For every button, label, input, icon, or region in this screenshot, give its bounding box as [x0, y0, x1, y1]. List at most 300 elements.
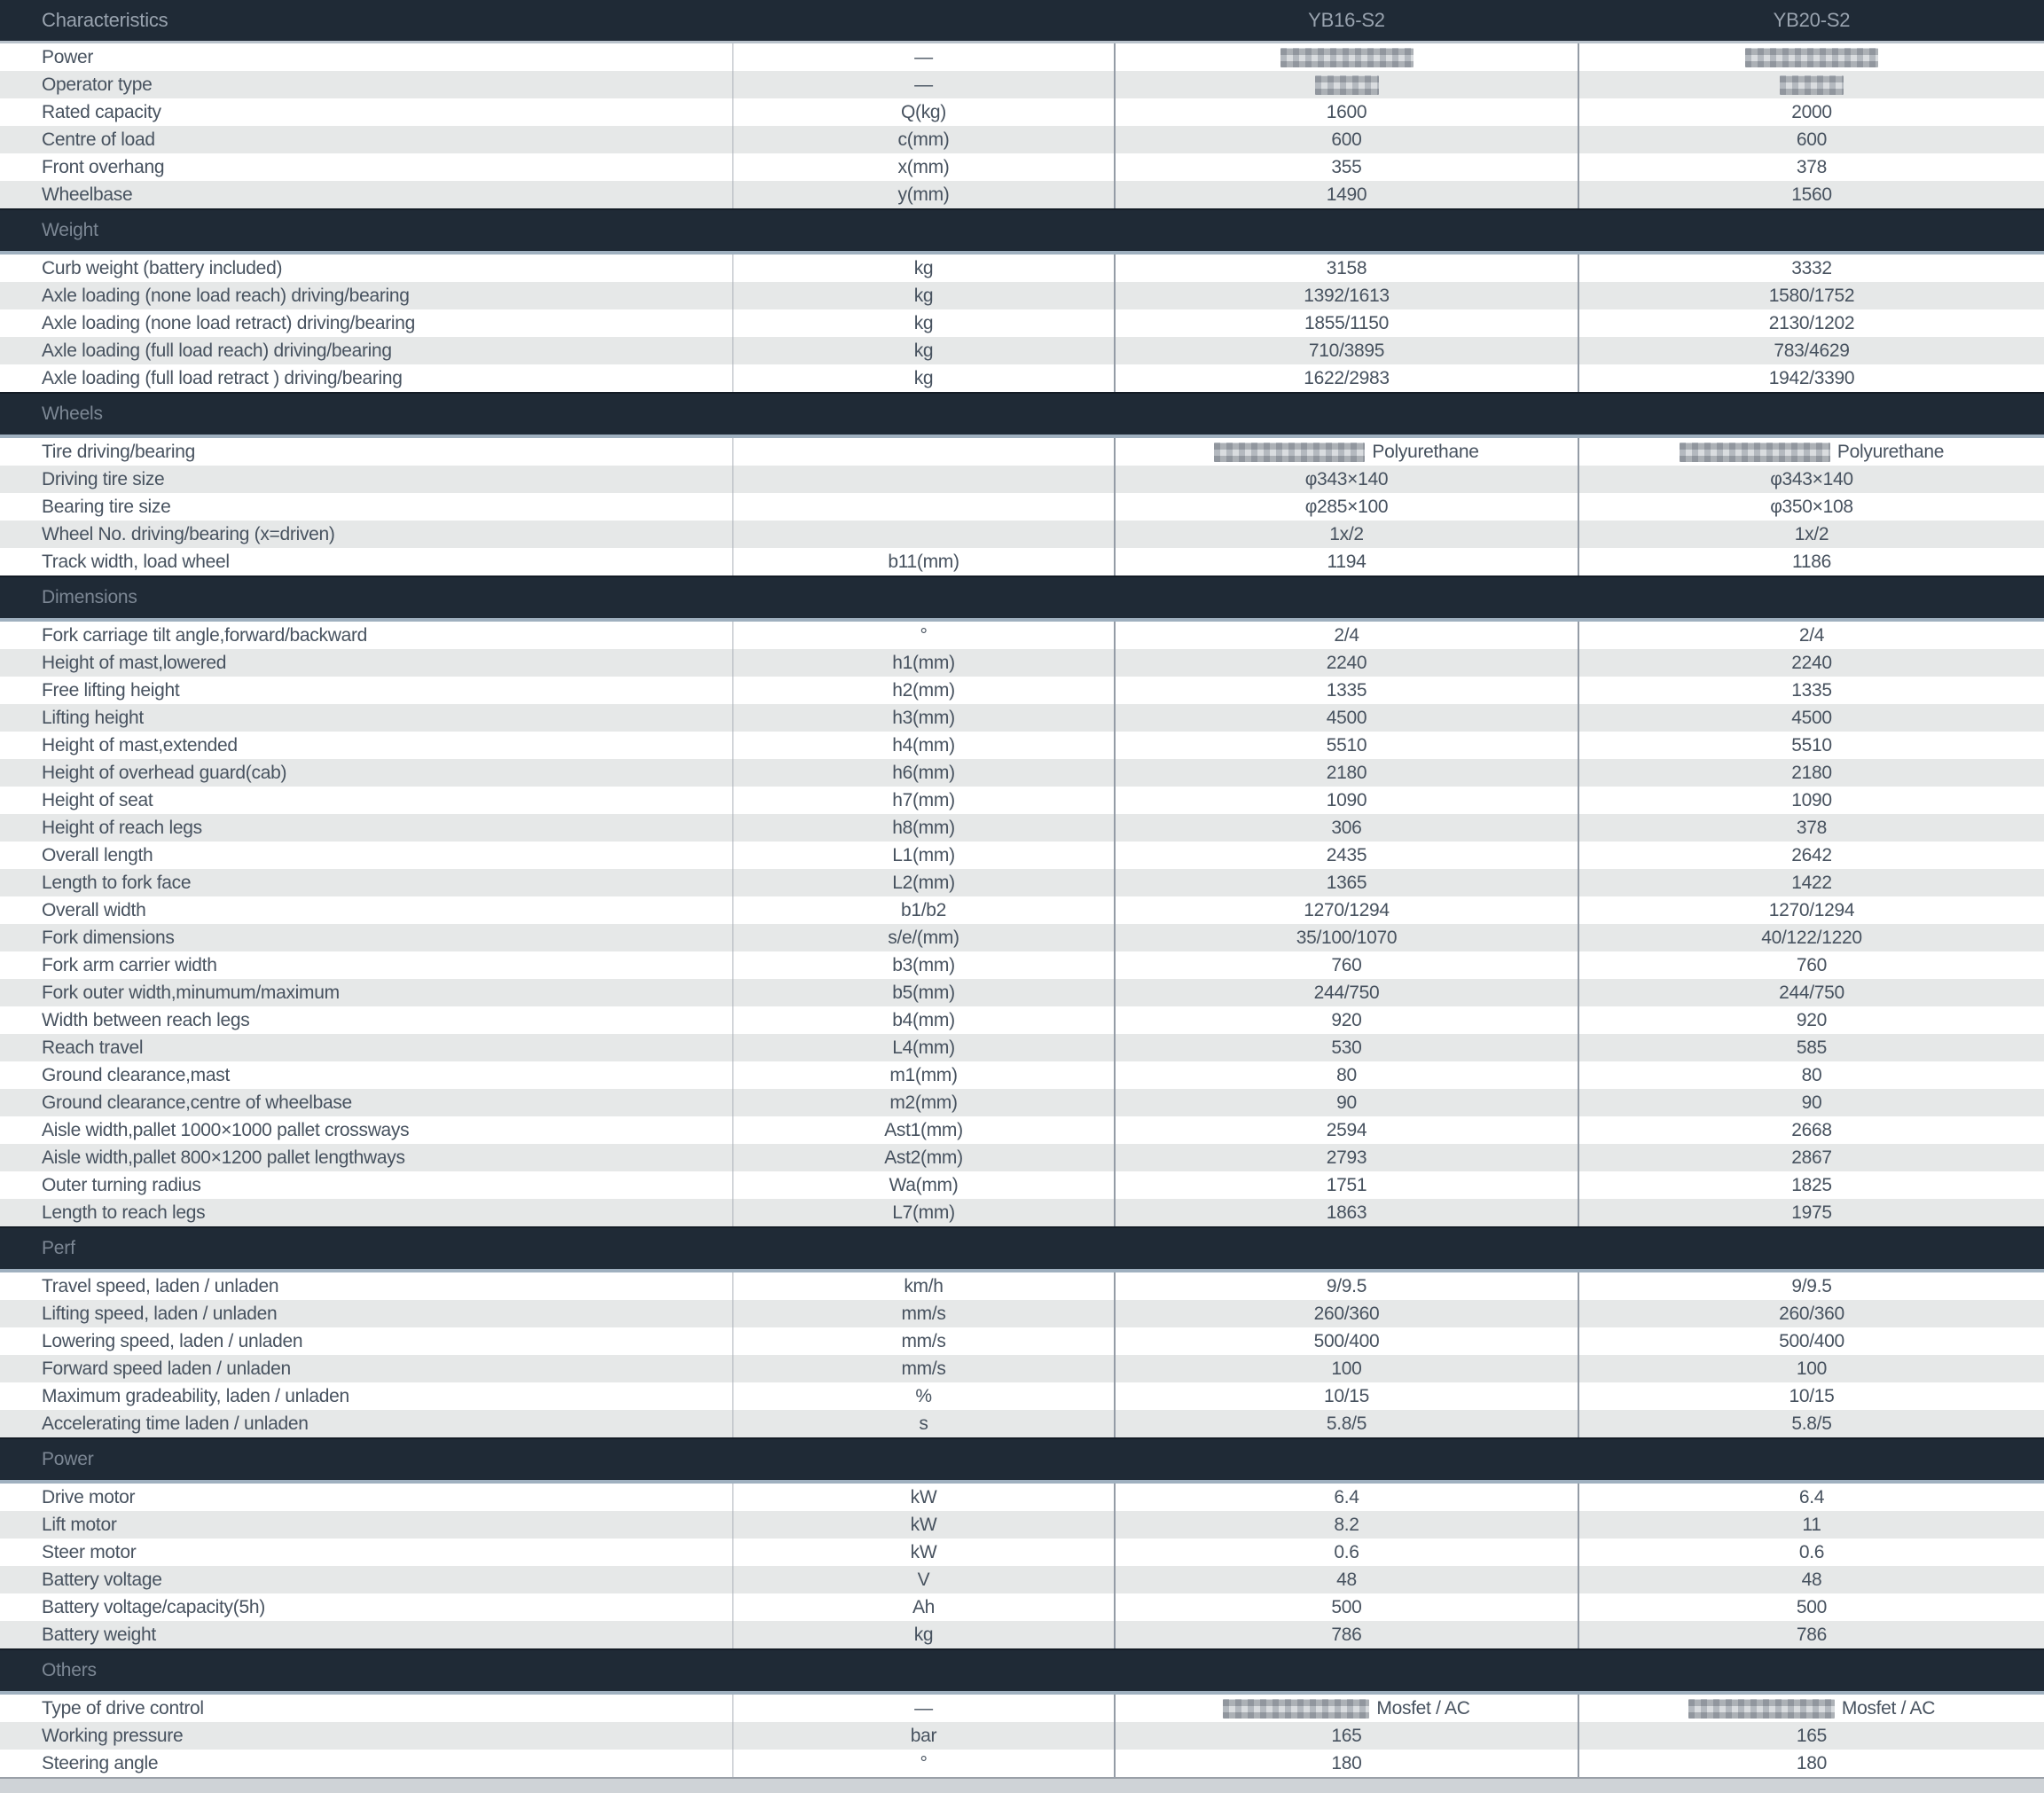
spec-label: Track width, load wheel: [42, 551, 230, 572]
spec-unit: L4(mm): [732, 1034, 1114, 1061]
table-row: [0, 1750, 2044, 1777]
spec-unit: h2(mm): [732, 677, 1114, 704]
spec-value-text: 355: [1331, 156, 1362, 177]
spec-value-text: 2642: [1791, 844, 1832, 865]
spec-label: Axle loading (none load reach) driving/bearing: [42, 285, 410, 306]
spec-label: Bearing tire size: [42, 496, 171, 517]
spec-label: Front overhang: [42, 156, 165, 177]
pixelated-redaction: [1280, 48, 1414, 67]
spec-value-yb20: [1578, 732, 2044, 759]
spec-label: Type of drive control: [42, 1697, 204, 1719]
spec-value-yb20: [1578, 438, 2044, 466]
spec-value-text: Mosfet / AC: [1841, 1697, 1936, 1719]
spec-value-yb16: [1114, 732, 1578, 759]
spec-label: Maximum gradeability, laden / unladen: [42, 1385, 349, 1406]
spec-value-yb20: [1578, 1144, 2044, 1171]
spec-value-yb20: [1578, 1750, 2044, 1777]
spec-label: Lifting height: [42, 707, 144, 728]
spec-value-text: 1270/1294: [1304, 899, 1390, 920]
spec-value-yb16: [1114, 282, 1578, 309]
spec-value-yb16: [1114, 548, 1578, 575]
spec-value-yb16: [1114, 704, 1578, 732]
spec-value-yb20: [1578, 1695, 2044, 1722]
spec-label: Driving tire size: [42, 468, 165, 489]
table-row: [0, 1410, 2044, 1437]
spec-value-text: 100: [1331, 1358, 1362, 1379]
spec-label: Axle loading (none load retract) driving/bearing: [42, 312, 416, 333]
spec-unit: h3(mm): [732, 704, 1114, 732]
spec-value-yb20: [1578, 1410, 2044, 1437]
spec-value-text: 165: [1331, 1725, 1362, 1746]
spec-value-yb20: [1578, 1199, 2044, 1226]
spec-label: Fork dimensions: [42, 927, 175, 948]
spec-value-text: 2435: [1326, 844, 1367, 865]
spec-value-text: 500: [1796, 1596, 1828, 1617]
table-row: [0, 466, 2044, 493]
spec-value-text: 260/360: [1313, 1303, 1380, 1324]
table-row: [0, 1722, 2044, 1750]
spec-value-yb16: [1114, 1061, 1578, 1089]
spec-value-yb16: [1114, 677, 1578, 704]
spec-unit: h7(mm): [732, 787, 1114, 814]
spec-value-text: 5.8/5: [1791, 1413, 1832, 1434]
section-title: Perf: [42, 1238, 75, 1258]
spec-unit: kg: [732, 1621, 1114, 1648]
spec-unit: [732, 438, 1114, 466]
spec-value-text: 100: [1796, 1358, 1828, 1379]
spec-label: Lifting speed, laden / unladen: [42, 1303, 278, 1324]
spec-label: Power: [42, 46, 94, 67]
spec-value-text: 760: [1331, 954, 1362, 975]
header-characteristics: Characteristics: [42, 9, 168, 31]
spec-value-yb16: [1114, 364, 1578, 392]
spec-value-yb20: [1578, 759, 2044, 787]
spec-unit: V: [732, 1566, 1114, 1593]
spec-value-text: 48: [1336, 1569, 1357, 1590]
section-title: Dimensions: [42, 587, 137, 607]
spec-value-yb20: [1578, 1484, 2044, 1511]
spec-value-text: 2793: [1326, 1147, 1367, 1168]
spec-value-text: 1490: [1326, 184, 1367, 205]
spec-value-yb16: [1114, 1382, 1578, 1410]
spec-value-text: 0.6: [1798, 1541, 1825, 1562]
section-title: Wheels: [42, 403, 103, 424]
spec-label: Height of overhead guard(cab): [42, 762, 287, 783]
table-row: [0, 1272, 2044, 1300]
table-bottom-strip: [0, 1777, 2044, 1793]
spec-value-yb16: [1114, 1171, 1578, 1199]
spec-unit: [732, 521, 1114, 548]
spec-value-yb20: [1578, 869, 2044, 896]
spec-label: Forward speed laden / unladen: [42, 1358, 291, 1379]
spec-value-text: 1942/3390: [1768, 367, 1855, 388]
spec-label: Tire driving/bearing: [42, 441, 195, 462]
table-row: [0, 282, 2044, 309]
spec-value-text: 1560: [1791, 184, 1832, 205]
spec-unit: —: [732, 1695, 1114, 1722]
spec-value-text: 6.4: [1334, 1486, 1359, 1507]
spec-value-yb16: [1114, 759, 1578, 787]
spec-label: Working pressure: [42, 1725, 184, 1746]
table-row: [0, 1171, 2044, 1199]
spec-unit: km/h: [732, 1272, 1114, 1300]
spec-value-yb16: [1114, 1511, 1578, 1539]
pixelated-redaction: [1745, 48, 1878, 67]
section-header-others: [0, 1648, 2044, 1695]
table-row: [0, 309, 2044, 337]
section-header-power: [0, 1437, 2044, 1484]
spec-value-yb16: [1114, 787, 1578, 814]
spec-value-text: 2/4: [1798, 624, 1825, 646]
spec-unit: m1(mm): [732, 1061, 1114, 1089]
spec-value-text: 306: [1331, 817, 1362, 838]
table-row: [0, 1621, 2044, 1648]
spec-label: Height of mast,lowered: [42, 652, 227, 673]
spec-unit: kW: [732, 1539, 1114, 1566]
spec-value-yb16: [1114, 649, 1578, 677]
spec-value-yb20: [1578, 43, 2044, 71]
spec-value-yb20: [1578, 896, 2044, 924]
table-row: [0, 1511, 2044, 1539]
table-body: [0, 43, 2044, 1777]
spec-unit: Q(kg): [732, 98, 1114, 126]
section-header-weight: [0, 208, 2044, 254]
spec-unit: [732, 493, 1114, 521]
spec-value-text: 180: [1331, 1752, 1362, 1773]
table-row: [0, 438, 2044, 466]
spec-value-yb20: [1578, 1539, 2044, 1566]
spec-value-text: 1270/1294: [1768, 899, 1855, 920]
table-row: [0, 521, 2044, 548]
spec-value-yb20: [1578, 337, 2044, 364]
spec-unit: Ah: [732, 1593, 1114, 1621]
spec-value-yb16: [1114, 1355, 1578, 1382]
spec-unit: Ast1(mm): [732, 1116, 1114, 1144]
table-row: [0, 951, 2044, 979]
spec-value-yb16: [1114, 1695, 1578, 1722]
spec-value-text: 1825: [1791, 1174, 1832, 1195]
spec-value-yb16: [1114, 71, 1578, 98]
table-row: [0, 1061, 2044, 1089]
table-row: [0, 869, 2044, 896]
spec-unit: L7(mm): [732, 1199, 1114, 1226]
table-row: [0, 1006, 2044, 1034]
spec-value-yb20: [1578, 951, 2044, 979]
spec-unit: mm/s: [732, 1300, 1114, 1327]
table-row: [0, 677, 2044, 704]
spec-unit: b1/b2: [732, 896, 1114, 924]
spec-value-text: 1090: [1791, 789, 1832, 810]
spec-label: Steering angle: [42, 1752, 159, 1773]
spec-label: Length to reach legs: [42, 1202, 206, 1223]
table-row: [0, 1144, 2044, 1171]
spec-value-yb20: [1578, 1006, 2044, 1034]
spec-value-text: 1600: [1326, 101, 1367, 122]
spec-value-yb20: [1578, 677, 2044, 704]
spec-value-yb16: [1114, 1199, 1578, 1226]
table-row: [0, 98, 2044, 126]
spec-value-text: 3332: [1791, 257, 1832, 278]
spec-label: Operator type: [42, 74, 153, 95]
spec-value-yb16: [1114, 951, 1578, 979]
spec-value-yb16: [1114, 1750, 1578, 1777]
table-row: [0, 787, 2044, 814]
spec-unit: b11(mm): [732, 548, 1114, 575]
table-row: [0, 254, 2044, 282]
table-row: [0, 1116, 2044, 1144]
spec-value-text: 500/400: [1313, 1330, 1380, 1351]
table-row: [0, 924, 2044, 951]
spec-value-yb16: [1114, 924, 1578, 951]
spec-value-yb16: [1114, 1300, 1578, 1327]
table-row: [0, 181, 2044, 208]
table-row: [0, 493, 2044, 521]
spec-label: Overall width: [42, 899, 146, 920]
section-header-perf: [0, 1226, 2044, 1272]
spec-value-yb20: [1578, 1061, 2044, 1089]
table-row: [0, 842, 2044, 869]
spec-value-text: 1090: [1326, 789, 1367, 810]
spec-value-yb16: [1114, 1034, 1578, 1061]
spec-value-yb20: [1578, 787, 2044, 814]
spec-value-text: 2130/1202: [1768, 312, 1855, 333]
spec-unit: L1(mm): [732, 842, 1114, 869]
spec-value-text: 500: [1331, 1596, 1362, 1617]
spec-value-yb20: [1578, 1566, 2044, 1593]
spec-value-text: 585: [1796, 1037, 1828, 1058]
spec-value-text: 5.8/5: [1326, 1413, 1367, 1434]
spec-value-text: 378: [1796, 817, 1828, 838]
spec-unit: bar: [732, 1722, 1114, 1750]
spec-value-text: 600: [1796, 129, 1828, 150]
spec-value-text: 2594: [1326, 1119, 1367, 1140]
spec-unit: L2(mm): [732, 869, 1114, 896]
spec-value-text: 710/3895: [1308, 340, 1385, 361]
spec-value-yb20: [1578, 309, 2044, 337]
pixelated-redaction: [1680, 442, 1830, 462]
spec-value-text: 5510: [1791, 734, 1832, 756]
table-row: [0, 337, 2044, 364]
spec-label: Travel speed, laden / unladen: [42, 1275, 279, 1296]
spec-label: Battery voltage/capacity(5h): [42, 1596, 265, 1617]
spec-value-text: 2867: [1791, 1147, 1832, 1168]
spec-value-yb20: [1578, 1116, 2044, 1144]
spec-label: Reach travel: [42, 1037, 144, 1058]
spec-value-yb20: [1578, 1382, 2044, 1410]
spec-value-yb16: [1114, 309, 1578, 337]
spec-value-text: 1x/2: [1794, 523, 1829, 544]
spec-value-text: 4500: [1791, 707, 1832, 728]
table-row: [0, 364, 2044, 392]
spec-value-yb16: [1114, 1272, 1578, 1300]
table-row: [0, 704, 2044, 732]
spec-value-yb20: [1578, 254, 2044, 282]
spec-unit: h6(mm): [732, 759, 1114, 787]
table-row: [0, 1539, 2044, 1566]
spec-label: Free lifting height: [42, 679, 180, 701]
section-header-dimensions: [0, 575, 2044, 622]
spec-unit: s/e/(mm): [732, 924, 1114, 951]
spec-value-text: 10/15: [1789, 1385, 1835, 1406]
table-row: [0, 1089, 2044, 1116]
spec-value-yb20: [1578, 1511, 2044, 1539]
table-row: [0, 1355, 2044, 1382]
spec-value-yb20: [1578, 282, 2044, 309]
spec-value-yb20: [1578, 1355, 2044, 1382]
spec-unit: s: [732, 1410, 1114, 1437]
spec-value-yb20: [1578, 1272, 2044, 1300]
spec-label: Width between reach legs: [42, 1009, 250, 1030]
spec-value-text: 35/100/1070: [1296, 927, 1398, 948]
spec-value-text: 783/4629: [1774, 340, 1850, 361]
spec-value-yb16: [1114, 1006, 1578, 1034]
spec-value-text: 244/750: [1313, 982, 1380, 1003]
section-title: Others: [42, 1660, 97, 1680]
spec-label: Curb weight (battery included): [42, 257, 283, 278]
spec-value-text: 530: [1331, 1037, 1362, 1058]
spec-label: Centre of load: [42, 129, 155, 150]
spec-value-yb20: [1578, 1327, 2044, 1355]
table-row: [0, 814, 2044, 842]
spec-label: Height of mast,extended: [42, 734, 238, 756]
spec-value-yb20: [1578, 1593, 2044, 1621]
spec-unit: kg: [732, 337, 1114, 364]
table-row: [0, 979, 2044, 1006]
table-row: [0, 71, 2044, 98]
spec-value-text: 920: [1796, 1009, 1828, 1030]
spec-value-yb16: [1114, 896, 1578, 924]
pixelated-redaction: [1214, 442, 1365, 462]
spec-value-yb16: [1114, 1539, 1578, 1566]
spec-unit: kW: [732, 1484, 1114, 1511]
table-row: [0, 896, 2044, 924]
spec-value-text: 180: [1796, 1752, 1828, 1773]
section-header-wheels: [0, 392, 2044, 438]
section-title: Power: [42, 1449, 94, 1469]
spec-label: Fork arm carrier width: [42, 954, 217, 975]
spec-value-text: 9/9.5: [1326, 1275, 1367, 1296]
spec-unit: kg: [732, 364, 1114, 392]
spec-value-yb20: [1578, 704, 2044, 732]
spec-unit: h4(mm): [732, 732, 1114, 759]
spec-unit: kg: [732, 282, 1114, 309]
spec-value-yb16: [1114, 1144, 1578, 1171]
spec-value-yb16: [1114, 1410, 1578, 1437]
spec-value-text: φ343×140: [1770, 468, 1853, 489]
spec-value-text: 1365: [1326, 872, 1367, 893]
spec-label: Wheel No. driving/bearing (x=driven): [42, 523, 335, 544]
spec-value-yb20: [1578, 71, 2044, 98]
spec-value-text: 1622/2983: [1304, 367, 1390, 388]
spec-value-yb20: [1578, 98, 2044, 126]
spec-value-text: 1392/1613: [1304, 285, 1390, 306]
spec-unit: h1(mm): [732, 649, 1114, 677]
spec-value-text: 786: [1796, 1624, 1828, 1645]
spec-value-text: Polyurethane: [1372, 441, 1479, 462]
table-row: [0, 759, 2044, 787]
table-row: [0, 732, 2044, 759]
spec-value-text: 1422: [1791, 872, 1832, 893]
spec-value-yb16: [1114, 254, 1578, 282]
spec-value-yb16: [1114, 466, 1578, 493]
table-row: [0, 1327, 2044, 1355]
spec-label: Battery weight: [42, 1624, 156, 1645]
spec-value-yb20: [1578, 979, 2044, 1006]
spec-value-yb16: [1114, 622, 1578, 649]
spec-value-text: 11: [1802, 1514, 1821, 1535]
spec-value-yb16: [1114, 98, 1578, 126]
spec-value-yb20: [1578, 1034, 2044, 1061]
spec-value-yb20: [1578, 364, 2044, 392]
spec-label: Length to fork face: [42, 872, 192, 893]
spec-value-text: 2/4: [1334, 624, 1359, 646]
pixelated-redaction: [1688, 1699, 1835, 1719]
spec-value-yb16: [1114, 126, 1578, 153]
spec-value-yb20: [1578, 924, 2044, 951]
spec-value-yb20: [1578, 521, 2044, 548]
spec-value-text: 244/750: [1779, 982, 1844, 1003]
spec-unit: kg: [732, 309, 1114, 337]
spec-value-text: 1186: [1792, 551, 1831, 572]
spec-unit: °: [732, 622, 1114, 649]
spec-label: Battery voltage: [42, 1569, 162, 1590]
spec-value-text: 6.4: [1798, 1486, 1825, 1507]
header-model-yb20: YB20-S2: [1773, 9, 1851, 31]
spec-value-text: 920: [1331, 1009, 1362, 1030]
spec-value-text: 2240: [1326, 652, 1367, 673]
header-model-yb16: YB16-S2: [1308, 9, 1385, 31]
spec-value-text: 0.6: [1334, 1541, 1359, 1562]
spec-unit: kg: [732, 254, 1114, 282]
spec-value-yb20: [1578, 622, 2044, 649]
spec-value-yb20: [1578, 548, 2044, 575]
spec-unit: c(mm): [732, 126, 1114, 153]
spec-value-text: 165: [1796, 1725, 1828, 1746]
spec-label: Fork carriage tilt angle,forward/backward: [42, 624, 368, 646]
spec-value-yb16: [1114, 153, 1578, 181]
spec-label: Fork outer width,minumum/maximum: [42, 982, 340, 1003]
spec-value-yb16: [1114, 1116, 1578, 1144]
table-row: [0, 1034, 2044, 1061]
spec-value-yb20: [1578, 649, 2044, 677]
spec-value-yb16: [1114, 521, 1578, 548]
spec-value-text: Mosfet / AC: [1376, 1697, 1470, 1719]
spec-value-text: 2180: [1791, 762, 1832, 783]
spec-unit: [732, 466, 1114, 493]
spec-unit: y(mm): [732, 181, 1114, 208]
spec-unit: m2(mm): [732, 1089, 1114, 1116]
spec-unit: b4(mm): [732, 1006, 1114, 1034]
spec-unit: —: [732, 43, 1114, 71]
spec-value-text: 378: [1796, 156, 1828, 177]
table-row: [0, 1695, 2044, 1722]
spec-value-yb16: [1114, 43, 1578, 71]
spec-value-yb16: [1114, 337, 1578, 364]
spec-value-text: 1975: [1791, 1202, 1832, 1223]
table-row: [0, 126, 2044, 153]
table-row: [0, 649, 2044, 677]
spec-value-text: 1335: [1791, 679, 1832, 701]
spec-value-text: 1194: [1327, 551, 1367, 572]
spec-unit: —: [732, 71, 1114, 98]
spec-value-yb16: [1114, 1089, 1578, 1116]
spec-value-text: 600: [1331, 129, 1362, 150]
spec-value-text: 1855/1150: [1304, 312, 1389, 333]
spec-value-text: 1580/1752: [1768, 285, 1855, 306]
spec-label: Lowering speed, laden / unladen: [42, 1330, 303, 1351]
spec-unit: b5(mm): [732, 979, 1114, 1006]
pixelated-redaction: [1315, 75, 1379, 95]
